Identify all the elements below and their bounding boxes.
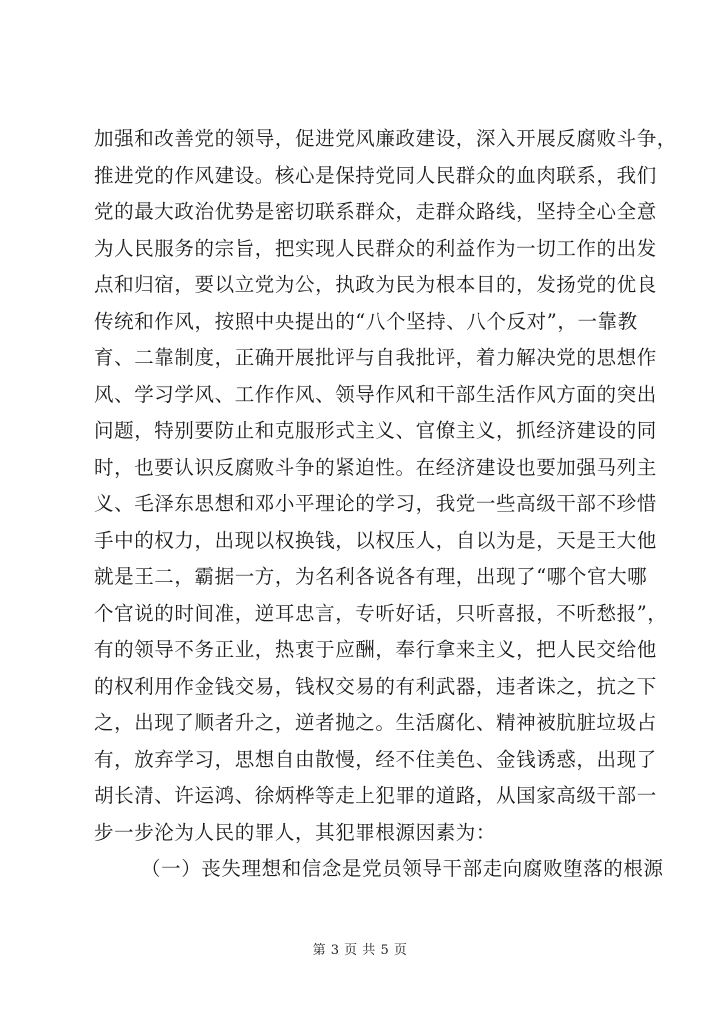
text-line: 为人民服务的宗旨，把实现人民群众的利益作为一切工作的出发	[94, 236, 657, 260]
text-line: 的权利用作金钱交易，钱权交易的有利武器，违者诛之，抗之下	[94, 674, 657, 698]
text-line: 就是王二，霸据一方，为名利各说各有理，出现了“哪个官大哪	[94, 565, 648, 588]
text-line: 个官说的时间准，逆耳忠言，专听好话，只听喜报，不听愁报”，	[94, 601, 668, 625]
page-footer: 第 3 页 共 5 页	[312, 943, 408, 958]
text-line: 时，也要认识反腐败斗争的紧迫性。在经济建设也要加强马列主	[94, 455, 657, 479]
text-line: 有，放弃学习，思想自由散慢，经不住美色、金钱诱惑，出现了	[94, 747, 657, 771]
text-line: 问题，特别要防止和克服形式主义、官僚主义，抓经济建设的同	[94, 419, 657, 442]
text-line: 有的领导不务正业，热衷于应酬，奉行拿来主义，把人民交给他	[94, 638, 657, 661]
text-line: 传统和作风，按照中央提出的“八个坚持、八个反对”，一靠教	[94, 309, 638, 333]
section-heading: （一）丧失理想和信念是党员领导干部走向腐败堕落的根源	[141, 857, 664, 880]
text-line: 风、学习学风、工作作风、领导作风和干部生活作风方面的突出	[94, 382, 657, 406]
text-line: 之，出现了顺者升之，逆者抛之。生活腐化、精神被肮脏垃圾占	[94, 711, 657, 734]
text-line: 加强和改善党的领导，促进党风廉政建设，深入开展反腐败斗争，	[94, 127, 677, 150]
text-line: 点和归宿，要以立党为公，执政为民为根本目的，发扬党的优良	[94, 273, 657, 296]
text-line: 胡长清、许运鸿、徐炳桦等走上犯罪的道路，从国家高级干部一	[94, 784, 657, 807]
text-line: 党的最大政治优势是密切联系群众，走群众路线，坚持全心全意	[94, 200, 657, 223]
text-line: 步一步沦为人民的罪人，其犯罪根源因素为：	[94, 820, 497, 844]
text-line: 推进党的作风建设。核心是保持党同人民群众的血肉联系，我们	[94, 163, 657, 187]
text-line: 手中的权力，出现以权换钱，以权压人，自以为是，天是王大他	[94, 528, 657, 552]
body-text	[94, 121, 677, 888]
text-line: 育、二靠制度，正确开展批评与自我批评，着力解决党的思想作	[94, 346, 657, 369]
text-line: 义、毛泽东思想和邓小平理论的学习，我党一些高级干部不珍惜	[94, 492, 657, 515]
